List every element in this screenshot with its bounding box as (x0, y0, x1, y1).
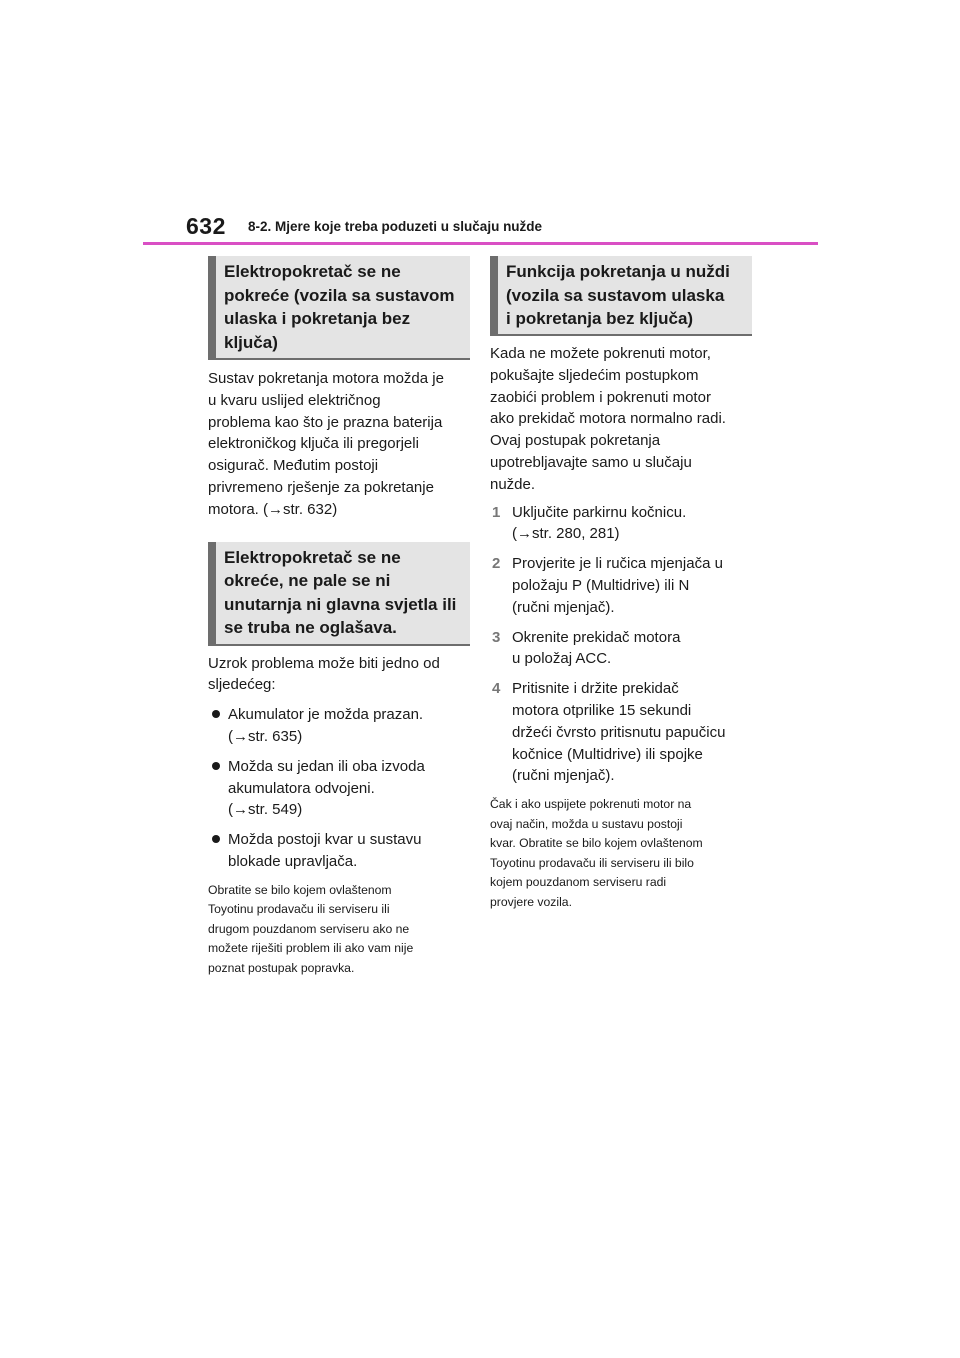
step-line: Okrenite prekidač motora (512, 628, 681, 646)
heading-line: ključa) (224, 332, 278, 352)
heading-line: okreće, ne pale se ni (224, 571, 391, 591)
step-line: položaju P (Multidrive) ili N (512, 576, 690, 594)
item-line: Možda postoji kvar u sustavu (228, 831, 422, 849)
body-line: pokušajte sljedećim postupkom (490, 366, 699, 384)
step-list (490, 502, 752, 788)
step-item (490, 678, 752, 787)
step-line: držeći čvrsto pritisnutu papučicu (512, 723, 726, 741)
bullet-icon (212, 762, 220, 770)
page-number: 632 (186, 213, 226, 239)
bullet-icon (212, 835, 220, 843)
step-line: Pritisnite i držite prekidač (512, 680, 679, 698)
note-line: Toyotinu prodavaču ili serviseru ili bilo (490, 855, 694, 870)
step-line: motora otprilike 15 sekundi (512, 701, 692, 719)
cause-list (208, 704, 470, 873)
step-line: (ručni mjenjač). (512, 598, 615, 616)
body-line: privremeno rješenje za pokretanje (208, 478, 434, 496)
note-line: Obratite se bilo kojem ovlaštenom (208, 882, 392, 897)
heading-line: ulaska i pokretanja bez (224, 309, 411, 328)
step-line: u položaj ACC. (512, 650, 612, 668)
left-column (208, 256, 470, 978)
body-line: upotrebljavajte samo u slučaju (490, 453, 692, 471)
item-line: (→str. 635) (228, 727, 303, 745)
heading-line: Elektropokretač se ne (224, 547, 401, 567)
heading-line: Elektropokretač se ne (224, 262, 401, 281)
note-line: možete riješiti problem ili ako vam nije (208, 941, 414, 956)
step-line: Uključite parkirnu kočnicu. (512, 503, 687, 521)
body-line: sljedećeg: (208, 676, 276, 694)
body-line: problema kao što je prazna baterija (208, 413, 443, 431)
step-line: Provjerite je li ručica mjenjača u (512, 555, 723, 573)
body-line: elektroničkog ključa ili pregorjeli (208, 435, 419, 453)
heading-line: i pokretanja bez ključa) (506, 309, 694, 328)
step-number: 3 (492, 628, 501, 646)
list-item (208, 829, 470, 873)
body-line: Sustav pokretanja motora možda je (208, 370, 444, 387)
step-number: 2 (492, 555, 501, 573)
section3-intro (490, 343, 752, 496)
body-line: u kvaru uslijed električnog (208, 391, 381, 409)
header-rule (143, 242, 818, 245)
heading-line: pokreće (vozila sa sustavom (224, 285, 455, 305)
bullet-icon (212, 710, 220, 718)
step-line: (ručni mjenjač). (512, 767, 615, 785)
body-line: nužde. (490, 475, 536, 493)
item-line: blokade upravljača. (228, 852, 358, 870)
note-line: Čak i ako uspijete pokrenuti motor na (490, 797, 692, 812)
heading-line: unutarnja ni glavna svjetla ili (224, 594, 457, 614)
body-line: ako prekidač motora normalno radi. (490, 410, 726, 428)
list-item (208, 704, 470, 748)
item-line: akumulatora odvojeni. (228, 779, 375, 797)
body-line: Kada ne možete pokrenuti motor, (490, 345, 711, 362)
heading-line: (vozila sa sustavom ulaska (506, 285, 725, 305)
note-line: poznat postupak popravka. (208, 960, 355, 975)
item-line: Akumulator je možda prazan. (228, 706, 424, 724)
list-item (208, 756, 470, 821)
item-line: (→str. 549) (228, 801, 303, 819)
step-line: kočnice (Multidrive) ili spojke (512, 745, 703, 763)
body-line: Uzrok problema može biti jedno od (208, 654, 440, 672)
step-item (490, 627, 752, 671)
section1-body (208, 368, 470, 521)
step-number: 4 (492, 680, 501, 698)
page-header (0, 0, 960, 250)
heading-line: se truba ne oglašava. (224, 618, 397, 638)
section3-note (490, 795, 752, 912)
section-title: 8-2. Mjere koje treba poduzeti u slučaju nužde (248, 219, 543, 234)
body-line: zaobići problem i pokrenuti motor (490, 388, 711, 406)
body-line: Ovaj postupak pokretanja (490, 432, 661, 450)
note-line: provjere vozila. (490, 894, 572, 909)
heading-line: Funkcija pokretanja u nuždi (506, 262, 730, 281)
step-item (490, 502, 752, 546)
note-line: ovaj način, možda u sustavu postoji (490, 816, 683, 831)
step-item (490, 553, 752, 618)
section2-note (208, 881, 470, 979)
heading-starter-not-turning (208, 542, 470, 646)
note-line: Toyotinu prodavaču ili serviseru ili (208, 902, 390, 917)
note-line: kvar. Obratite se bilo kojem ovlaštenom (490, 836, 703, 851)
heading-emergency-start (490, 256, 752, 336)
note-line: kojem pouzdanom serviseru radi (490, 875, 667, 890)
step-number: 1 (492, 503, 501, 521)
section2-intro (208, 653, 470, 697)
body-line: osigurač. Međutim postoji (208, 457, 379, 475)
item-line: Možda su jedan ili oba izvoda (228, 757, 425, 775)
heading-starter-not-cranking (208, 256, 470, 360)
note-line: drugom pouzdanom serviseru ako ne (208, 921, 410, 936)
step-line: (→str. 280, 281) (512, 525, 620, 543)
body-line: motora. (→str. 632) (208, 500, 338, 518)
right-column (490, 256, 752, 912)
